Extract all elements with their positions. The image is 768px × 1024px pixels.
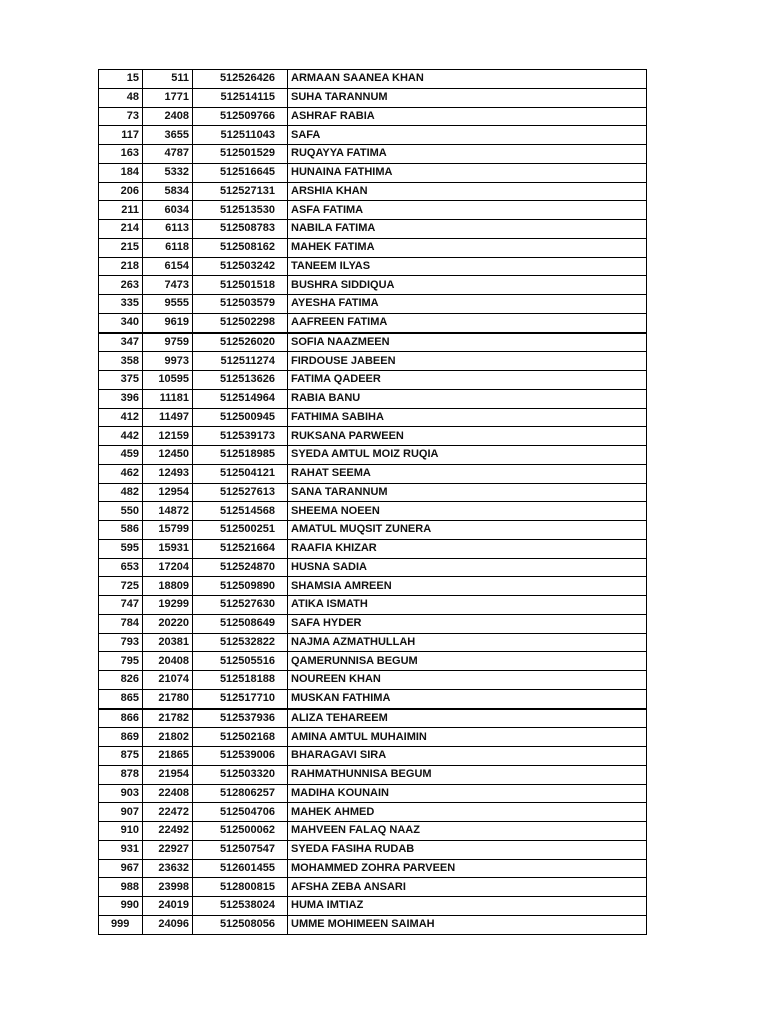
table-row xyxy=(99,671,647,690)
table-row xyxy=(99,126,647,145)
roll-number-cell: 512514115 xyxy=(193,88,288,107)
student-name-cell: FATIMA QADEER xyxy=(288,371,647,390)
table-row xyxy=(99,371,647,390)
student-name-cell: RUKSANA PARWEEN xyxy=(288,427,647,446)
id-cell: 15931 xyxy=(143,539,193,558)
id-cell: 9973 xyxy=(143,352,193,371)
serial-number-cell: 866 xyxy=(99,709,143,728)
table-row xyxy=(99,408,647,427)
id-cell: 21802 xyxy=(143,728,193,747)
table-row xyxy=(99,803,647,822)
table-row xyxy=(99,446,647,465)
table-row xyxy=(99,784,647,803)
student-name-cell: SYEDA FASIHA RUDAB xyxy=(288,840,647,859)
id-cell: 511 xyxy=(143,70,193,89)
student-name-cell: NABILA FATIMA xyxy=(288,220,647,239)
roll-number-cell: 512501518 xyxy=(193,276,288,295)
id-cell: 11497 xyxy=(143,408,193,427)
student-name-cell: MAHEK AHMED xyxy=(288,803,647,822)
roll-number-cell: 512504706 xyxy=(193,803,288,822)
id-cell: 7473 xyxy=(143,276,193,295)
serial-number-cell: 793 xyxy=(99,633,143,652)
roll-number-cell: 512509766 xyxy=(193,107,288,126)
table-row xyxy=(99,709,647,728)
id-cell: 9759 xyxy=(143,333,193,352)
results-table-body xyxy=(99,70,647,935)
student-name-cell: RUQAYYA FATIMA xyxy=(288,145,647,164)
student-name-cell: HUSNA SADIA xyxy=(288,558,647,577)
student-name-cell: MOHAMMED ZOHRA PARVEEN xyxy=(288,859,647,878)
serial-number-cell: 795 xyxy=(99,652,143,671)
roll-number-cell: 512514568 xyxy=(193,502,288,521)
table-row xyxy=(99,577,647,596)
id-cell: 24096 xyxy=(143,915,193,934)
roll-number-cell: 512500251 xyxy=(193,521,288,540)
id-cell: 5834 xyxy=(143,182,193,201)
serial-number-cell: 747 xyxy=(99,596,143,615)
id-cell: 12954 xyxy=(143,483,193,502)
serial-number-cell: 990 xyxy=(99,897,143,916)
id-cell: 21074 xyxy=(143,671,193,690)
id-cell: 6118 xyxy=(143,238,193,257)
serial-number-cell: 358 xyxy=(99,352,143,371)
serial-number-cell: 442 xyxy=(99,427,143,446)
student-name-cell: FIRDOUSE JABEEN xyxy=(288,352,647,371)
student-name-cell: SOFIA NAAZMEEN xyxy=(288,333,647,352)
id-cell: 11181 xyxy=(143,389,193,408)
roll-number-cell: 512539006 xyxy=(193,747,288,766)
student-name-cell: HUMA IMTIAZ xyxy=(288,897,647,916)
roll-number-cell: 512538024 xyxy=(193,897,288,916)
roll-number-cell: 512514964 xyxy=(193,389,288,408)
student-name-cell: ARMAAN SAANEA KHAN xyxy=(288,70,647,89)
id-cell: 20220 xyxy=(143,614,193,633)
roll-number-cell: 512508056 xyxy=(193,915,288,934)
serial-number-cell: 375 xyxy=(99,371,143,390)
id-cell: 21780 xyxy=(143,689,193,708)
roll-number-cell: 512527131 xyxy=(193,182,288,201)
table-row xyxy=(99,352,647,371)
serial-number-cell: 967 xyxy=(99,859,143,878)
student-name-cell: SAFA xyxy=(288,126,647,145)
roll-number-cell: 512806257 xyxy=(193,784,288,803)
roll-number-cell: 512518188 xyxy=(193,671,288,690)
id-cell: 21782 xyxy=(143,709,193,728)
roll-number-cell: 512503320 xyxy=(193,765,288,784)
serial-number-cell: 15 xyxy=(99,70,143,89)
student-name-cell: MAHVEEN FALAQ NAAZ xyxy=(288,822,647,841)
student-name-cell: RAAFIA KHIZAR xyxy=(288,539,647,558)
serial-number-cell: 903 xyxy=(99,784,143,803)
table-row xyxy=(99,333,647,352)
student-name-cell: AYESHA FATIMA xyxy=(288,295,647,314)
serial-number-cell: 878 xyxy=(99,765,143,784)
serial-number-cell: 999 xyxy=(99,915,143,934)
roll-number-cell: 512511274 xyxy=(193,352,288,371)
id-cell: 22472 xyxy=(143,803,193,822)
id-cell: 6034 xyxy=(143,201,193,220)
table-row xyxy=(99,840,647,859)
id-cell: 3655 xyxy=(143,126,193,145)
roll-number-cell: 512800815 xyxy=(193,878,288,897)
id-cell: 9555 xyxy=(143,295,193,314)
table-row xyxy=(99,70,647,89)
table-row xyxy=(99,915,647,934)
results-table xyxy=(98,69,647,935)
serial-number-cell: 340 xyxy=(99,313,143,332)
student-name-cell: TANEEM ILYAS xyxy=(288,257,647,276)
roll-number-cell: 512508783 xyxy=(193,220,288,239)
student-name-cell: ASHRAF RABIA xyxy=(288,107,647,126)
id-cell: 21954 xyxy=(143,765,193,784)
roll-number-cell: 512504121 xyxy=(193,464,288,483)
table-row xyxy=(99,389,647,408)
student-name-cell: QAMERUNNISA BEGUM xyxy=(288,652,647,671)
roll-number-cell: 512527613 xyxy=(193,483,288,502)
student-name-cell: AMATUL MUQSIT ZUNERA xyxy=(288,521,647,540)
roll-number-cell: 512518985 xyxy=(193,446,288,465)
id-cell: 2408 xyxy=(143,107,193,126)
id-cell: 10595 xyxy=(143,371,193,390)
id-cell: 23998 xyxy=(143,878,193,897)
student-name-cell: RAHMATHUNNISA BEGUM xyxy=(288,765,647,784)
roll-number-cell: 512601455 xyxy=(193,859,288,878)
serial-number-cell: 206 xyxy=(99,182,143,201)
roll-number-cell: 512513530 xyxy=(193,201,288,220)
student-name-cell: MADIHA KOUNAIN xyxy=(288,784,647,803)
serial-number-cell: 218 xyxy=(99,257,143,276)
student-name-cell: SAFA HYDER xyxy=(288,614,647,633)
id-cell: 19299 xyxy=(143,596,193,615)
serial-number-cell: 988 xyxy=(99,878,143,897)
table-row xyxy=(99,596,647,615)
serial-number-cell: 396 xyxy=(99,389,143,408)
id-cell: 20408 xyxy=(143,652,193,671)
id-cell: 6154 xyxy=(143,257,193,276)
student-name-cell: AAFREEN FATIMA xyxy=(288,313,647,332)
table-row xyxy=(99,107,647,126)
table-row xyxy=(99,558,647,577)
roll-number-cell: 512526426 xyxy=(193,70,288,89)
serial-number-cell: 865 xyxy=(99,689,143,708)
id-cell: 23632 xyxy=(143,859,193,878)
roll-number-cell: 512526020 xyxy=(193,333,288,352)
table-row xyxy=(99,163,647,182)
id-cell: 12493 xyxy=(143,464,193,483)
serial-number-cell: 931 xyxy=(99,840,143,859)
serial-number-cell: 653 xyxy=(99,558,143,577)
student-name-cell: SANA TARANNUM xyxy=(288,483,647,502)
table-row xyxy=(99,295,647,314)
student-name-cell: NOUREEN KHAN xyxy=(288,671,647,690)
student-name-cell: NAJMA AZMATHULLAH xyxy=(288,633,647,652)
id-cell: 1771 xyxy=(143,88,193,107)
student-name-cell: BUSHRA SIDDIQUA xyxy=(288,276,647,295)
table-row xyxy=(99,897,647,916)
student-name-cell: RAHAT SEEMA xyxy=(288,464,647,483)
student-name-cell: SUHA TARANNUM xyxy=(288,88,647,107)
serial-number-cell: 117 xyxy=(99,126,143,145)
roll-number-cell: 512511043 xyxy=(193,126,288,145)
id-cell: 15799 xyxy=(143,521,193,540)
roll-number-cell: 512516645 xyxy=(193,163,288,182)
student-name-cell: UMME MOHIMEEN SAIMAH xyxy=(288,915,647,934)
roll-number-cell: 512509890 xyxy=(193,577,288,596)
student-name-cell: RABIA BANU xyxy=(288,389,647,408)
id-cell: 6113 xyxy=(143,220,193,239)
table-row xyxy=(99,521,647,540)
student-name-cell: ALIZA TEHAREEM xyxy=(288,709,647,728)
serial-number-cell: 462 xyxy=(99,464,143,483)
serial-number-cell: 48 xyxy=(99,88,143,107)
student-name-cell: BHARAGAVI SIRA xyxy=(288,747,647,766)
roll-number-cell: 512537936 xyxy=(193,709,288,728)
serial-number-cell: 586 xyxy=(99,521,143,540)
student-name-cell: ATIKA ISMATH xyxy=(288,596,647,615)
serial-number-cell: 263 xyxy=(99,276,143,295)
roll-number-cell: 512503242 xyxy=(193,257,288,276)
roll-number-cell: 512505516 xyxy=(193,652,288,671)
student-name-cell: MUSKAN FATHIMA xyxy=(288,689,647,708)
table-row xyxy=(99,878,647,897)
serial-number-cell: 214 xyxy=(99,220,143,239)
id-cell: 17204 xyxy=(143,558,193,577)
roll-number-cell: 512517710 xyxy=(193,689,288,708)
table-row xyxy=(99,859,647,878)
serial-number-cell: 211 xyxy=(99,201,143,220)
id-cell: 12159 xyxy=(143,427,193,446)
roll-number-cell: 512513626 xyxy=(193,371,288,390)
serial-number-cell: 869 xyxy=(99,728,143,747)
table-row xyxy=(99,201,647,220)
table-row xyxy=(99,539,647,558)
id-cell: 9619 xyxy=(143,313,193,332)
id-cell: 20381 xyxy=(143,633,193,652)
student-name-cell: ARSHIA KHAN xyxy=(288,182,647,201)
table-row xyxy=(99,765,647,784)
serial-number-cell: 826 xyxy=(99,671,143,690)
student-name-cell: SHEEMA NOEEN xyxy=(288,502,647,521)
table-row xyxy=(99,464,647,483)
table-row xyxy=(99,502,647,521)
id-cell: 14872 xyxy=(143,502,193,521)
table-row xyxy=(99,276,647,295)
serial-number-cell: 412 xyxy=(99,408,143,427)
student-name-cell: SHAMSIA AMREEN xyxy=(288,577,647,596)
roll-number-cell: 512503579 xyxy=(193,295,288,314)
student-name-cell: HUNAINA FATHIMA xyxy=(288,163,647,182)
serial-number-cell: 73 xyxy=(99,107,143,126)
serial-number-cell: 910 xyxy=(99,822,143,841)
table-row xyxy=(99,220,647,239)
id-cell: 22927 xyxy=(143,840,193,859)
id-cell: 22492 xyxy=(143,822,193,841)
roll-number-cell: 512507547 xyxy=(193,840,288,859)
serial-number-cell: 875 xyxy=(99,747,143,766)
id-cell: 4787 xyxy=(143,145,193,164)
serial-number-cell: 907 xyxy=(99,803,143,822)
table-row xyxy=(99,145,647,164)
student-name-cell: AFSHA ZEBA ANSARI xyxy=(288,878,647,897)
table-row xyxy=(99,483,647,502)
serial-number-cell: 184 xyxy=(99,163,143,182)
id-cell: 12450 xyxy=(143,446,193,465)
student-name-cell: AMINA AMTUL MUHAIMIN xyxy=(288,728,647,747)
student-name-cell: MAHEK FATIMA xyxy=(288,238,647,257)
id-cell: 22408 xyxy=(143,784,193,803)
roll-number-cell: 512532822 xyxy=(193,633,288,652)
roll-number-cell: 512539173 xyxy=(193,427,288,446)
serial-number-cell: 725 xyxy=(99,577,143,596)
serial-number-cell: 163 xyxy=(99,145,143,164)
table-row xyxy=(99,728,647,747)
roll-number-cell: 512500945 xyxy=(193,408,288,427)
id-cell: 21865 xyxy=(143,747,193,766)
serial-number-cell: 459 xyxy=(99,446,143,465)
serial-number-cell: 215 xyxy=(99,238,143,257)
id-cell: 24019 xyxy=(143,897,193,916)
roll-number-cell: 512500062 xyxy=(193,822,288,841)
roll-number-cell: 512521664 xyxy=(193,539,288,558)
serial-number-cell: 347 xyxy=(99,333,143,352)
id-cell: 18809 xyxy=(143,577,193,596)
roll-number-cell: 512501529 xyxy=(193,145,288,164)
table-row xyxy=(99,689,647,708)
serial-number-cell: 482 xyxy=(99,483,143,502)
roll-number-cell: 512502298 xyxy=(193,313,288,332)
table-row xyxy=(99,822,647,841)
table-row xyxy=(99,182,647,201)
table-row xyxy=(99,652,647,671)
table-row xyxy=(99,88,647,107)
serial-number-cell: 595 xyxy=(99,539,143,558)
table-row xyxy=(99,257,647,276)
roll-number-cell: 512527630 xyxy=(193,596,288,615)
id-cell: 5332 xyxy=(143,163,193,182)
table-row xyxy=(99,747,647,766)
serial-number-cell: 550 xyxy=(99,502,143,521)
student-name-cell: SYEDA AMTUL MOIZ RUQIA xyxy=(288,446,647,465)
roll-number-cell: 512524870 xyxy=(193,558,288,577)
student-name-cell: FATHIMA SABIHA xyxy=(288,408,647,427)
serial-number-cell: 335 xyxy=(99,295,143,314)
table-row xyxy=(99,238,647,257)
roll-number-cell: 512508162 xyxy=(193,238,288,257)
serial-number-cell: 784 xyxy=(99,614,143,633)
student-name-cell: ASFA FATIMA xyxy=(288,201,647,220)
roll-number-cell: 512502168 xyxy=(193,728,288,747)
table-row xyxy=(99,313,647,332)
table-row xyxy=(99,614,647,633)
table-row xyxy=(99,427,647,446)
table-row xyxy=(99,633,647,652)
roll-number-cell: 512508649 xyxy=(193,614,288,633)
